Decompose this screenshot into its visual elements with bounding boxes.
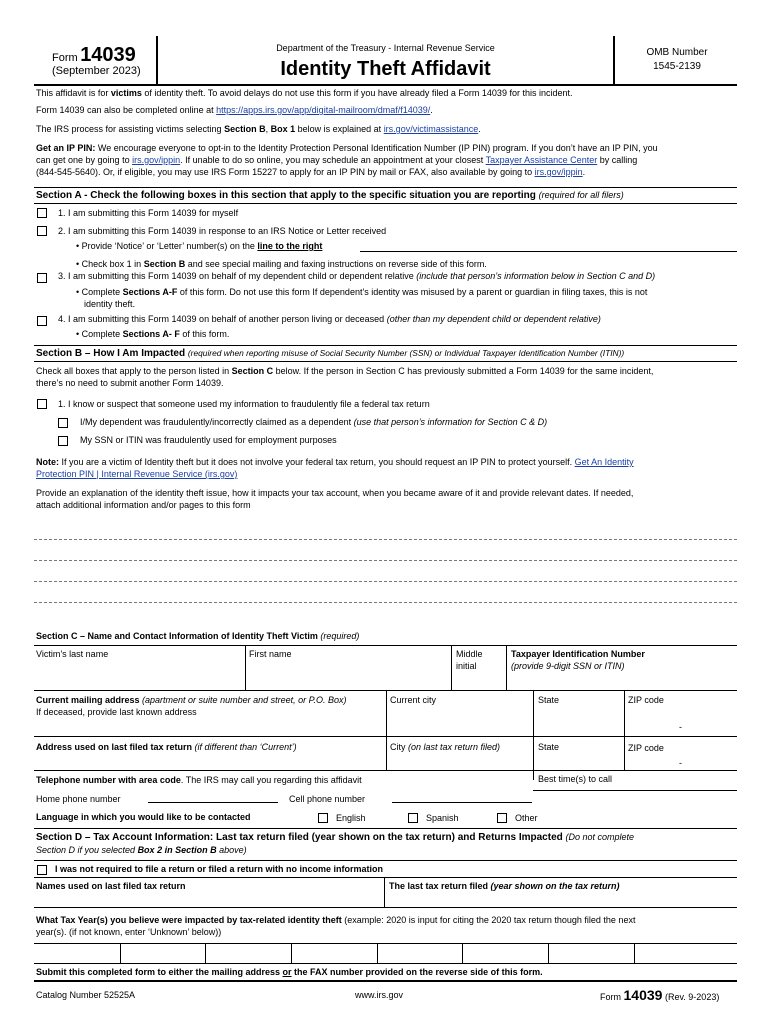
rule [120,943,121,963]
rule [34,645,737,646]
item4-a: 4. I am submitting this Form 14039 on behalf of another person living or deceased [58,314,387,324]
language-label: Language in which you would like to be contacted [36,812,251,822]
note-text: If you are a victim of Identity theft but it does not involve your federal tax return, you should request an IP PIN to protect yourself. [59,457,575,467]
omb-number: 1545-2139 [653,61,701,72]
middle-initial-label-2: initial [456,661,477,671]
intro-p3-c: , [265,124,271,134]
section-b-title: Section B – How I Am Impacted [36,348,186,359]
other-label: Other [515,813,538,823]
intro-p3-b: Section B [224,124,266,134]
rule [34,877,737,878]
intro-p4-c: can get one by going to [36,155,133,165]
years-b: (example: 2020 is input for citing the 2020 tax return though filed the next [341,915,636,925]
rule [386,690,387,770]
form-word: Form [52,52,78,64]
addr-b: (apartment or suite number and street, or P.O. Box) [139,695,347,705]
section-c-note: (required) [320,631,360,641]
last-name-label: Victim’s last name [36,649,109,659]
sub1-b: (use that person’s information for Section C & D) [353,417,548,427]
last-city-a: City [390,742,406,752]
section-a-checkbox-4[interactable] [37,316,47,326]
intro-p1-c: of identity theft. To avoid delays do not use this form if you have already filed a Form 14039 for this incident. [141,88,573,98]
ippin-link-2[interactable]: irs.gov/ippin [534,167,583,177]
rule [533,690,534,780]
last-return-label [389,881,620,893]
intro-p4-line3 [36,167,585,179]
intro-p1-a: This affidavit is for [36,88,111,98]
item2-b2-a: • Check box 1 in [76,259,144,269]
section-a-heading [34,187,737,204]
intro-p2-a: Form 14039 can also be completed online at [36,105,217,115]
section-a-item-3 [58,271,655,283]
section-a-item-2: 2. I am submitting this Form 14039 in response to an IRS Notice or Letter received [58,226,387,236]
section-b-checkbox-1[interactable] [37,399,47,409]
omb-cell [613,36,737,86]
intro-p4-line2 [36,155,637,167]
state-label: State [538,695,560,705]
section-d-note-1: (Do not complete [565,832,635,842]
section-b-sub-1 [80,417,547,429]
section-a-item-4-bullet-1 [76,329,229,341]
section-b-note: (required when reporting misuse of Social Security Number (SSN) or Individual Taxpayer Identification Number (ITIN)) [187,348,625,358]
cell-phone-label: Cell phone number [289,794,366,804]
rule [34,860,737,861]
item4-b1-c: of this form. [179,329,230,339]
section-d-title: Section D – Tax Account Information: Last tax return filed (year shown on the tax return) and Returns Impacted [36,832,563,843]
section-b-note-line2 [36,469,237,481]
intro-p4-e: by calling [597,155,638,165]
section-a-note: (required for all filers) [538,190,624,200]
item2-b2-b: Section B [143,259,186,269]
section-a-item-3-bullet-1 [76,287,647,299]
footer-form-number: 14039 [623,987,663,1003]
submit-b: or [282,967,292,977]
item2-b1-b: line to the right [257,241,323,251]
last-city-label [390,742,500,754]
zip-dash: - [679,722,682,732]
rule [34,828,737,829]
sub1-a: I/My dependent was fraudulently/incorrectly claimed as a dependent [80,417,354,427]
deceased-address-label: If deceased, provide last known address [36,707,197,717]
section-a-checkbox-1[interactable] [37,208,47,218]
section-b-p1-c: below. If the person in Section C has previously submitted a Form 14039 for the same incident, [273,366,654,376]
english-checkbox[interactable] [318,813,328,823]
section-a-item-3-bullet-1-cont: identity theft. [84,299,136,309]
item3-b1-c: of this form. Do not use this form If dependent’s identity was misused by a parent or guardian in filing taxes, this is not [177,287,648,297]
intro-p4-g: . [582,167,586,177]
submit-a: Submit this completed form to either the mailing address [36,967,283,977]
ip-pin-page-link-cont[interactable]: Protection PIN | Internal Revenue Service (irs.gov) [36,469,238,479]
ippin-link-1[interactable]: irs.gov/ippin [132,155,181,165]
last-return-b: (year shown on the tax return) [490,881,620,891]
item2-b2-c: and see special mailing and faxing instructions on reverse side of this form. [185,259,487,269]
intro-p4-b: We encourage everyone to opt-in to the Identity Protection Personal Identification Number (IP PIN) program. If you don’t have an IP PIN, you [95,143,658,153]
intro-p3-f: . [478,124,481,134]
item3-b1-a: • Complete [76,287,123,297]
not-required-checkbox[interactable] [37,865,47,875]
first-name-label: First name [249,649,292,659]
rule [34,980,737,982]
rule [462,943,463,963]
footer-rev: (Rev. 9-2023) [664,992,720,1002]
spanish-label: Spanish [426,813,459,823]
form-id-cell [34,36,158,86]
rule [624,690,625,770]
home-phone-field[interactable] [148,793,278,803]
department: Department of the Treasury - Internal Revenue Service [276,43,495,53]
section-a-item-1: 1. I am submitting this Form 14039 for myself [58,208,239,218]
intro-p3-d: Box 1 [270,124,296,134]
names-used-label: Names used on last filed tax return [36,881,186,891]
section-d-heading [36,831,634,844]
ip-pin-page-link[interactable]: Get An Identity [574,457,634,467]
intro-p3 [36,124,481,136]
section-c-heading [36,631,359,643]
section-b-item-1: 1. I know or suspect that someone used my information to fraudulently file a federal tax return [58,399,430,409]
section-b-p1-a: Check all boxes that apply to the person listed in [36,366,232,376]
intro-p3-a: The IRS process for assisting victims selecting [36,124,225,134]
victim-assistance-link[interactable]: irs.gov/victimassistance [383,124,479,134]
last-addr-b: (if different than ‘Current’) [192,742,297,752]
section-b-p1 [36,366,653,378]
omb-label: OMB Number [646,47,708,58]
spanish-checkbox[interactable] [408,813,418,823]
telephone-label [36,775,362,787]
intro-p2-c: . [430,105,433,115]
explain-line2: attach additional information and/or pages to this form [36,500,251,510]
explanation-line-1[interactable] [34,539,737,540]
section-d-note-2a: Section D if you selected [36,845,138,855]
intro-p4-f: (844-545-5640). Or, if eligible, you may use IRS Form 15227 to apply for an IP PIN by mail or FAX, also available by going to [36,167,535,177]
rule [377,943,378,963]
rule [384,877,385,907]
rule [451,645,452,690]
section-a-item-2-bullet-1 [76,241,322,253]
tin-sublabel: (provide 9-digit SSN or ITIN) [511,661,625,671]
tax-years-line2: year(s). (if not known, enter ‘Unknown’ below)) [36,927,222,937]
section-a-item-2-bullet-2 [76,259,487,271]
section-b-sub-checkbox-1[interactable] [58,418,68,428]
section-c-title: Section C – Name and Contact Information of Identity Theft Victim [36,631,318,641]
footer-form-word: Form [600,992,621,1002]
rule [548,943,549,963]
section-b-sub-2: My SSN or ITIN was fraudulently used for employment purposes [80,435,337,445]
item4-b: (other than my dependent child or dependent relative) [386,314,601,324]
zip-dash-2: - [679,758,682,768]
item3-b: (include that person’s information below in Section C and D) [416,271,656,281]
section-b-note-line1 [36,457,634,469]
section-b-p1-cont: there’s no need to submit another Form 14039. [36,378,224,388]
other-checkbox[interactable] [497,813,507,823]
form-header [34,36,737,86]
intro-p1-victims: victims [110,88,142,98]
last-address-label [36,742,297,754]
section-a-checkbox-3[interactable] [37,273,47,283]
last-addr-a: Address used on last filed tax return [36,742,193,752]
rule [34,907,737,908]
note-label: Note: [36,457,59,467]
not-required-label: I was not required to file a return or filed a return with no income information [55,864,384,874]
section-b-sub-checkbox-2[interactable] [58,436,68,446]
rule [506,645,507,690]
rule [34,943,737,944]
middle-initial-label-1: Middle [456,649,483,659]
last-city-b: (on last tax return filed) [405,742,501,752]
explanation-line-2[interactable] [34,560,737,561]
tax-years-line1 [36,915,635,927]
submit-c: the FAX number provided on the reverse side of this form. [291,967,543,977]
explain-line1: Provide an explanation of the identity theft issue, how it impacts your tax account, when you became aware of it and provide relevant dates. If needed, [36,488,634,498]
form-title: Identity Theft Affidavit [280,58,491,80]
home-phone-label: Home phone number [36,794,121,804]
item4-b1-a: • Complete [76,329,123,339]
intro-p1 [36,88,572,100]
tin-label: Taxpayer Identification Number [511,649,645,659]
mailing-address-label [36,695,346,707]
state-label-2: State [538,742,560,752]
rule [634,943,635,963]
rule [291,943,292,963]
notice-letter-number-field[interactable] [360,242,737,252]
rule [533,790,737,791]
english-label: English [336,813,366,823]
rule [34,770,737,771]
section-a-item-4 [58,314,601,326]
zip-label-2: ZIP code [628,743,664,753]
tac-link[interactable]: Taxpayer Assistance Center [485,155,598,165]
explanation-line-3[interactable] [34,581,737,582]
cell-phone-field[interactable] [392,793,532,803]
online-form-link[interactable]: https://apps.irs.gov/app/digital-mailroom/dmaf/f14039/ [216,105,431,115]
form-number: 14039 [80,44,136,66]
intro-p3-e: below is explained at [295,124,384,134]
irs-website: www.irs.gov [355,990,404,1000]
catalog-number: Catalog Number 52525A [36,990,136,1000]
phone-a: Telephone number with area code [36,775,181,785]
explanation-line-4[interactable] [34,602,737,603]
rule [205,943,206,963]
zip-label: ZIP code [628,695,664,705]
submit-instruction [36,967,543,979]
last-return-a: The last tax return filed [389,881,491,891]
current-city-label: Current city [390,695,437,705]
ip-pin-label: Get an IP PIN: [36,143,96,153]
phone-b: . The IRS may call you regarding this affidavit [180,775,362,785]
item2-b1-a: • Provide ‘Notice’ or ‘Letter’ number(s) on the [76,241,258,251]
section-b-heading [34,345,737,362]
intro-p4-line1 [36,143,658,155]
section-d-note-2c: above) [216,845,247,855]
addr-a: Current mailing address [36,695,140,705]
section-a-checkbox-2[interactable] [37,226,47,236]
section-b-p1-b: Section C [231,366,274,376]
section-d-note-line2 [36,845,247,857]
item3-a: 3. I am submitting this Form 14039 on behalf of my dependent child or dependent relative [58,271,417,281]
intro-p4-d: . If unable to do so online, you may schedule an appointment at your closest [180,155,486,165]
section-a-title: Section A - Check the following boxes in this section that apply to the specific situation you are reporting [36,190,536,201]
rule [245,645,246,690]
footer-form-id [600,986,719,1004]
intro-p2 [36,105,433,117]
rule [34,963,737,964]
item3-b1-b: Sections A-F [122,287,178,297]
form-date: (September 2023) [52,65,141,77]
item4-b1-b: Sections A- F [122,329,180,339]
best-time-label: Best time(s) to call [538,774,613,784]
years-a: What Tax Year(s) you believe were impacted by tax-related identity theft [36,915,342,925]
rule [34,736,737,737]
section-d-note-2b: Box 2 in Section B [137,845,217,855]
